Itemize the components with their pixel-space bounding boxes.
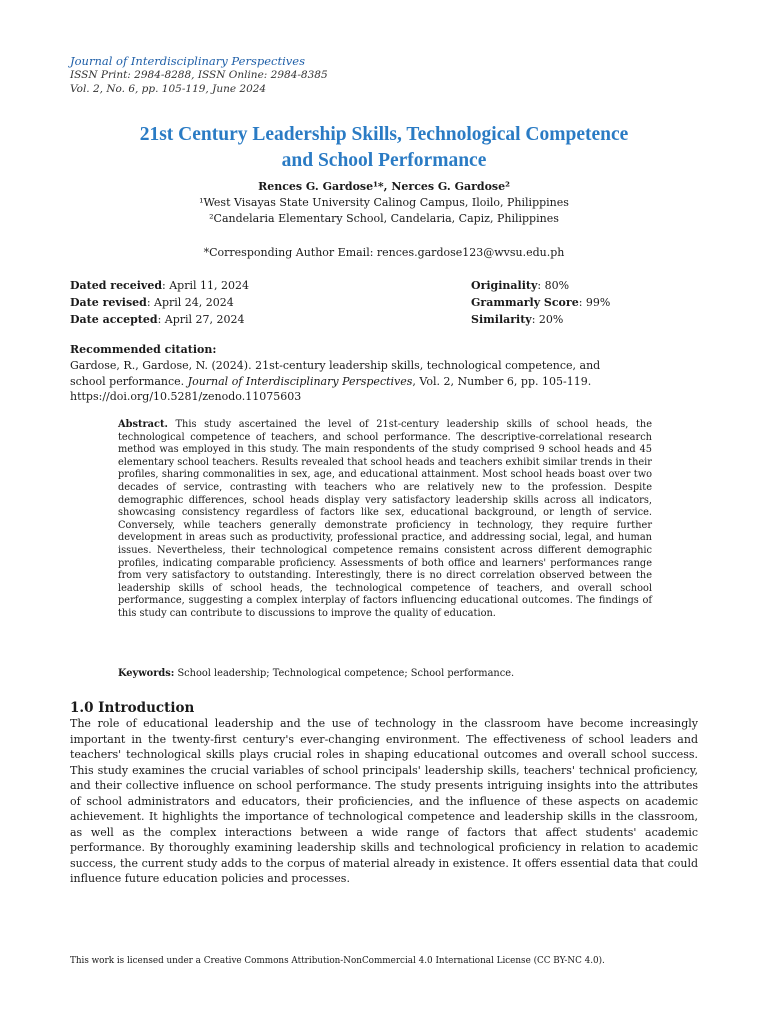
- grammarly-score: [471, 294, 610, 311]
- affiliation-2: ²Candelaria Elementary School, Candelaria, Capiz, Philippines: [209, 212, 559, 225]
- date-accepted: [70, 311, 249, 328]
- paper-title-line-2: and School Performance: [281, 150, 487, 171]
- citation-doi-link[interactable]: https://doi.org/10.5281/zenodo.11075603: [70, 390, 302, 403]
- similarity: [471, 311, 610, 328]
- grammarly-label: Grammarly Score: [471, 296, 579, 309]
- similarity-label: Similarity: [471, 313, 532, 326]
- date-accepted-label: Date accepted: [70, 313, 158, 326]
- date-received-label: Dated received: [70, 279, 163, 292]
- keywords-label: Keywords:: [118, 668, 175, 679]
- section-heading-introduction: 1.0 Introduction: [70, 700, 195, 716]
- date-revised: [70, 294, 249, 311]
- citation-journal: Journal of Interdisciplinary Perspectives: [187, 374, 413, 388]
- journal-issn: ISSN Print: 2984-8288, ISSN Online: 2984-8385: [70, 69, 328, 81]
- publication-dates: [70, 277, 249, 328]
- recommended-citation: [70, 358, 630, 405]
- date-received-value: : April 11, 2024: [162, 279, 249, 292]
- license-notice[interactable]: This work is licensed under a Creative Commons Attribution-NonCommercial 4.0 International License (CC BY-NC 4.0).: [70, 956, 605, 966]
- originality-label: Originality: [471, 279, 538, 292]
- grammarly-value: : 99%: [578, 296, 611, 309]
- citation-volume: , Vol. 2, Number 6, pp. 105-119.: [412, 374, 592, 388]
- date-revised-label: Date revised: [70, 296, 147, 309]
- similarity-value: : 20%: [531, 313, 564, 326]
- abstract-label: Abstract.: [118, 419, 168, 430]
- affiliation-1: ¹West Visayas State University Calinog Campus, Iloilo, Philippines: [199, 196, 569, 209]
- quality-metrics: [471, 277, 610, 328]
- paper-title-line-1: 21st Century Leadership Skills, Technological Competence: [139, 124, 629, 145]
- originality: [471, 277, 610, 294]
- keywords-text: School leadership; Technological competence; School performance.: [174, 668, 515, 679]
- authors: Rences G. Gardose¹*, Nerces G. Gardose²: [258, 180, 510, 193]
- corresponding-author[interactable]: *Corresponding Author Email: rences.gardose123@wvsu.edu.ph: [203, 246, 565, 259]
- journal-name[interactable]: Journal of Interdisciplinary Perspectives: [70, 54, 305, 68]
- citation-heading: Recommended citation:: [70, 343, 217, 356]
- introduction-paragraph: The role of educational leadership and the use of technology in the classroom have become increasingly important in the twenty-first century's ever-changing environment. The effectiveness of school leaders and teachers' technological skills plays crucial roles in shaping educational outcomes and overall school success. This study examines the crucial variables of school principals' leadership skills, teachers' technical proficiency, and their collective influence on school performance. The study presents intriguing insights into the attributes of school administrators and educators, their proficiencies, and the influence of these aspects on academic achievement. It highlights the importance of technological competence and leadership skills in the classroom, as well as the complex interactions between a wide range of factors that affect students' academic performance. By thoroughly examining leadership skills and technological proficiency in relation to academic success, the current study adds to the corpus of material already in existence. It offers essential data that could influence future education policies and processes.: [70, 717, 698, 885]
- keywords: [118, 668, 652, 679]
- citation-text: Gardose, R., Gardose, N. (2024). 21st-century leadership skills, technological competence, and school performance.: [70, 359, 601, 388]
- journal-volume: Vol. 2, No. 6, pp. 105-119, June 2024: [70, 83, 267, 95]
- date-accepted-value: : April 27, 2024: [157, 313, 245, 326]
- date-received: [70, 277, 249, 294]
- abstract-text: This study ascertained the level of 21st-century leadership skills of school heads, the technological competence of teachers, and school performance. The descriptive-correlational research method was employed in this study. The main respondents of the study comprised 9 school heads and 45 elementary school teachers. Results revealed that school heads and teachers exhibit similar trends in their profiles, sharing commonalities in sex, age, and educational attainment. Most school heads boast over two decades of service, contrasting with teachers who are relatively new to the profession. Despite demographic differences, school heads display very satisfactory leadership skills across all indicators, showcasing consistency regardless of factors like sex, educational background, or length of service. Conversely, while teachers generally demonstrate proficiency in technology, they require further development in areas such as productivity, professional practice, and addressing social, legal, and human issues. Nevertheless, their technological competence remains consistent across different demographic profiles, indicating comparable proficiency. Assessments of both office and learners' performances range from very satisfactory to outstanding. Interestingly, there is no direct correlation observed between the leadership skills of school heads, the technological competence of teachers, and overall school performance, suggesting a complex interplay of factors influencing educational outcomes. The findings of this study can contribute to discussions to improve the quality of education.: [118, 419, 652, 619]
- originality-value: : 80%: [537, 279, 570, 292]
- date-revised-value: : April 24, 2024: [146, 296, 234, 309]
- abstract: [118, 419, 652, 621]
